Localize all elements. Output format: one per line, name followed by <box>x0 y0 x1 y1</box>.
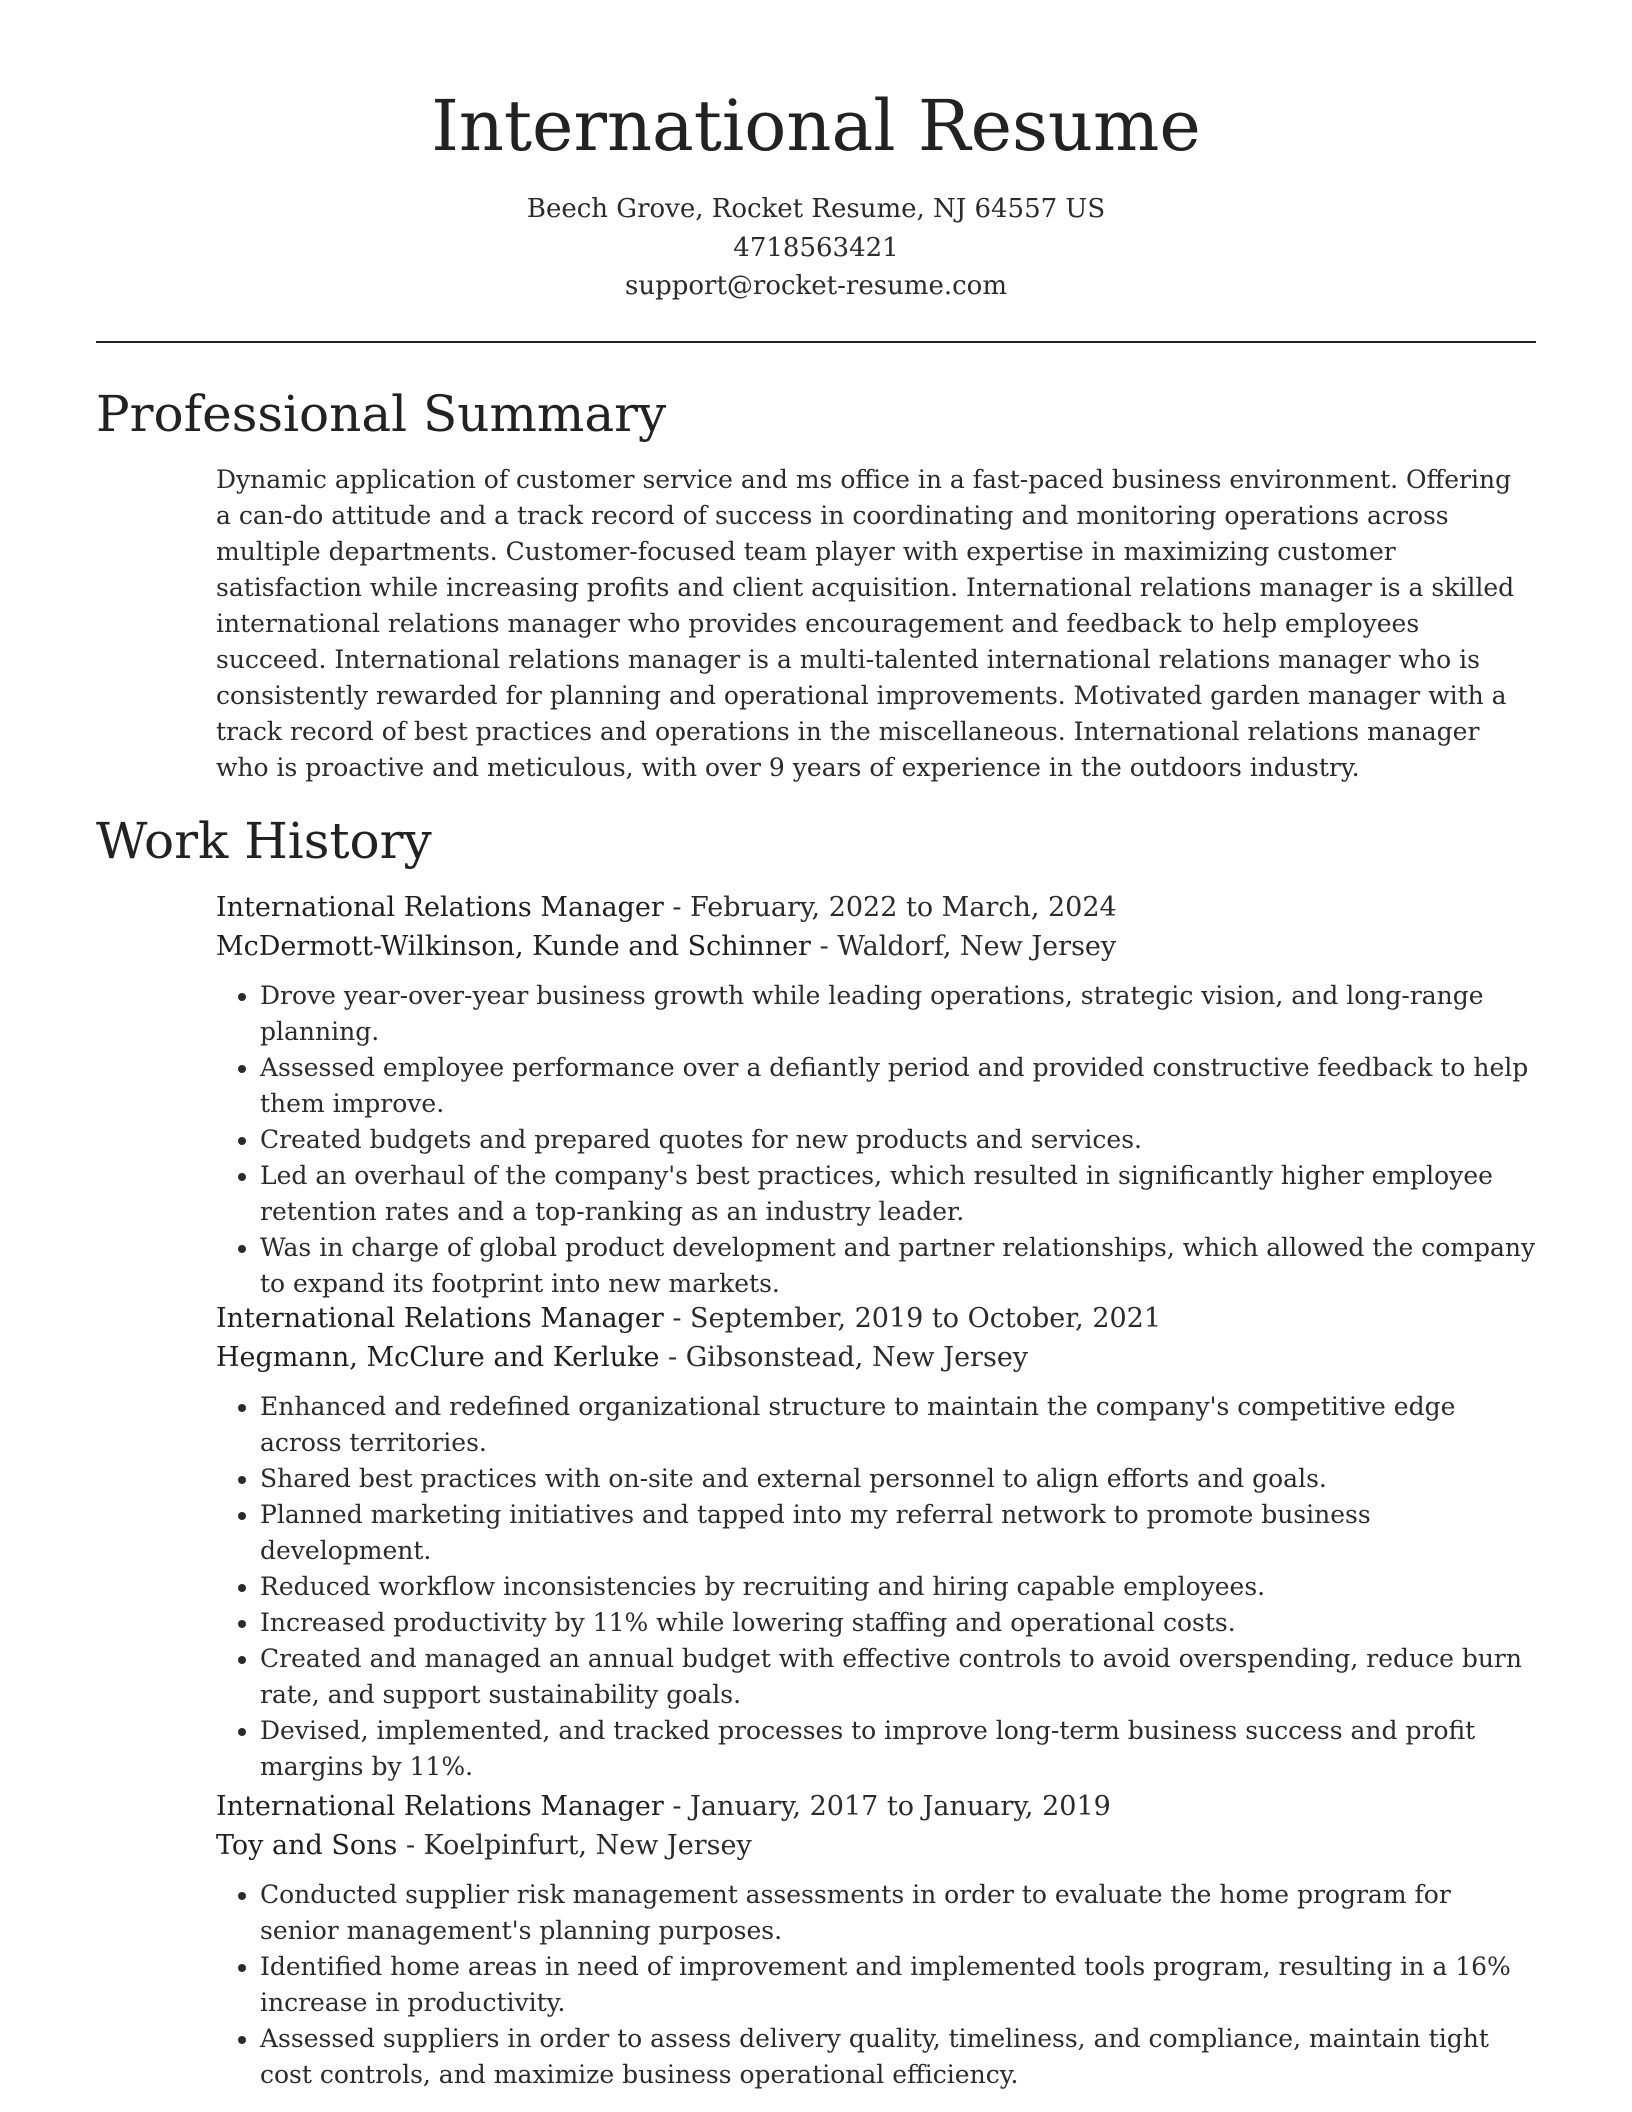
job-bullet-list <box>216 1877 1536 2093</box>
job-bullet: • Devised, implemented, and tracked processes to improve long-term business success and profit margins by 11%. <box>260 1713 1536 1785</box>
job-bullet: • Conducted supplier risk management assessments in order to evaluate the home program for senior management's planning purposes. <box>260 1877 1536 1949</box>
job-bullet: • Planned marketing initiatives and tapped into my referral network to promote business development. <box>260 1497 1536 1569</box>
job-dates: January, 2017 to January, 2019 <box>690 1791 1111 1822</box>
contact-email: support@rocket-resume.com <box>624 271 1007 301</box>
job-entry <box>216 1299 1536 1785</box>
job-bullet: • Assessed suppliers in order to assess delivery quality, timeliness, and compliance, maintain tight cost controls, and maximize business operational efficiency. <box>260 2021 1536 2093</box>
job-company-line <box>216 1338 1536 1377</box>
job-location: Koelpinfurt, New Jersey <box>423 1830 752 1861</box>
job-location: Gibsonstead, New Jersey <box>685 1342 1029 1373</box>
job-company: Hegmann, McClure and Kerluke <box>216 1342 660 1373</box>
job-company: Toy and Sons <box>216 1830 398 1861</box>
job-bullet: • Drove year-over-year business growth while leading operations, strategic vision, and long-range planning. <box>260 978 1536 1050</box>
job-company-line <box>216 927 1536 966</box>
job-entry <box>216 1787 1536 2093</box>
job-company-line <box>216 1826 1536 1865</box>
job-title: International Relations Manager <box>216 892 664 923</box>
job-location: Waldorf, New Jersey <box>837 931 1117 962</box>
job-dates: September, 2019 to October, 2021 <box>690 1303 1162 1334</box>
job-bullet: • Enhanced and redefined organizational structure to maintain the company's competitive edge across territories. <box>260 1389 1536 1461</box>
job-company: McDermott-Wilkinson, Kunde and Schinner <box>216 931 811 962</box>
job-separator: - <box>405 1830 424 1861</box>
contact-phone: 4718563421 <box>733 233 899 263</box>
job-title: International Relations Manager <box>216 1303 664 1334</box>
job-bullet: • Assessed employee performance over a defiantly period and provided constructive feedback to help them improve. <box>260 1050 1536 1122</box>
summary-text: Dynamic application of customer service and ms office in a fast-paced business environment. Offering a can-do attitude and a track record of success in coordinating and monitoring operations across multiple departments. Customer-focused team player with expertise in maximizing customer satisfaction while increasing profits and client acquisition. International relations manager is a skilled international relations manager who provides encouragement and feedback to help employees succeed. International relations manager is a multi-talented international relations manager who is consistently rewarded for planning and operational improvements. Motivated garden manager with a track record of best practices and operations in the miscellaneous. International relations manager who is proactive and meticulous, with over 9 years of experience in the outdoors industry. <box>216 465 1515 782</box>
resume-name: International Resume <box>431 85 1201 167</box>
section-title-summary: Professional Summary <box>96 385 667 443</box>
job-separator: - <box>819 931 838 962</box>
job-bullet-list <box>216 1389 1536 1785</box>
job-title-line <box>216 1299 1536 1338</box>
job-bullet: • Led an overhaul of the company's best practices, which resulted in significantly higher employee retention rates and a top-ranking as an industry leader. <box>260 1158 1536 1230</box>
job-separator: - <box>672 1791 691 1822</box>
job-bullet: • Created and managed an annual budget with effective controls to avoid overspending, reduce burn rate, and support sustainability goals. <box>260 1641 1536 1713</box>
job-separator: - <box>672 1303 691 1334</box>
job-entry <box>216 888 1536 1302</box>
job-bullet: • Was in charge of global product development and partner relationships, which allowed the company to expand its footprint into new markets. <box>260 1230 1536 1302</box>
job-bullet: • Increased productivity by 11% while lowering staffing and operational costs. <box>260 1605 1536 1641</box>
job-bullet: • Reduced workflow inconsistencies by recruiting and hiring capable employees. <box>260 1569 1536 1605</box>
job-title-line <box>216 1787 1536 1826</box>
contact-address: Beech Grove, Rocket Resume, NJ 64557 US <box>526 194 1106 224</box>
job-bullet: • Shared best practices with on-site and external personnel to align efforts and goals. <box>260 1461 1536 1497</box>
job-separator: - <box>668 1342 686 1373</box>
job-bullet: • Identified home areas in need of improvement and implemented tools program, resulting in a 16% increase in productivity. <box>260 1949 1536 2021</box>
job-title-line <box>216 888 1536 927</box>
job-bullet: • Created budgets and prepared quotes for new products and services. <box>260 1122 1536 1158</box>
section-title-work-history: Work History <box>96 812 432 870</box>
header-divider <box>96 341 1536 343</box>
job-bullet-list <box>216 978 1536 1302</box>
job-separator: - <box>672 892 691 923</box>
job-dates: February, 2022 to March, 2024 <box>690 892 1117 923</box>
job-title: International Relations Manager <box>216 1791 664 1822</box>
